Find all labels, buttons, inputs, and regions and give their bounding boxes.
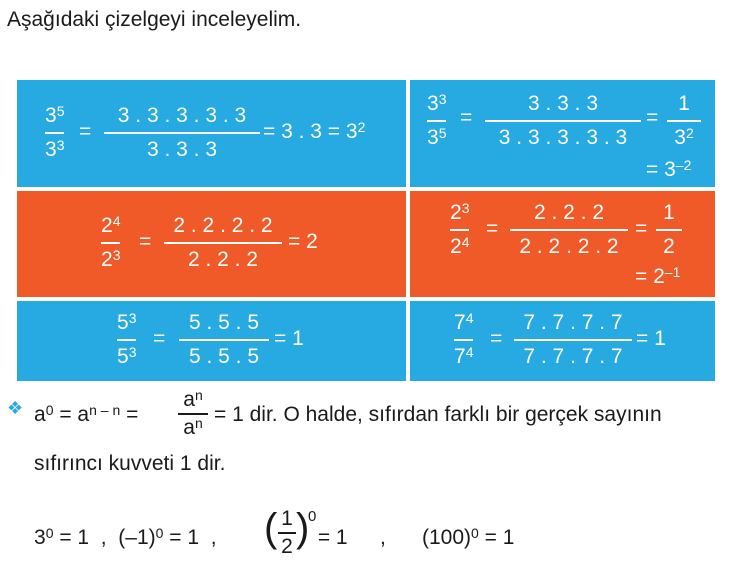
left-paren: ( <box>264 506 278 550</box>
fraction: 2 . 2 . 2 2 . 2 . 2 . 2 <box>510 201 628 259</box>
example-expressions: $3^0 = 1$ , $(-1)^0 = 1$ , <box>34 525 217 549</box>
example-result: = 1 <box>312 526 348 549</box>
rule-text-continued: sıfırıncı kuvveti 1 dir. <box>34 452 226 475</box>
row1-left-cell <box>17 80 406 187</box>
result: = $3^{-2}$ <box>646 157 692 181</box>
rule-expression: $a^0 = a^{n - n}$ = <box>34 402 139 426</box>
result: = 3 . $3 = 3^2$ <box>263 119 366 143</box>
result: = 1 <box>636 327 666 350</box>
row3-left-cell <box>17 301 406 381</box>
row3-right-cell <box>410 301 715 381</box>
equals: = <box>486 217 499 240</box>
result: = 2 <box>288 230 318 253</box>
equals: = <box>635 217 648 240</box>
fraction: $2^4$ $2^3$ <box>101 213 121 271</box>
fraction: 5 . 5 . 5 5 . 5 . 5 <box>179 311 269 369</box>
fraction: $7^4$ $7^4$ <box>454 310 474 368</box>
fraction: $5^3$ $5^3$ <box>117 310 137 368</box>
separator-comma: , <box>380 526 386 549</box>
fraction: 1 $3^2$ <box>667 92 701 150</box>
fraction: 2 . 2 . 2 . 2 2 . 2 . 2 <box>164 214 282 272</box>
example-expression: $(100)^0 = 1$ <box>422 525 515 549</box>
fraction: 7 . 7 . 7 . 7 7 . 7 . 7 . 7 <box>514 311 632 369</box>
fraction: 3 . 3 . 3 . 3 . 3 3 . 3 . 3 <box>104 104 260 162</box>
fraction: $2^3$ $2^4$ <box>450 200 470 258</box>
equals: = <box>153 327 166 350</box>
equals: = <box>460 106 473 129</box>
row2-left-cell <box>17 191 406 297</box>
rule-text: = 1 dir. O halde, sıfırdan farklı bir gerçek sayının <box>214 403 662 426</box>
result: = 1 <box>274 327 304 350</box>
equals: = <box>490 327 503 350</box>
result: = $2^{-1}$ <box>635 264 681 288</box>
exponent-table <box>17 80 715 381</box>
equals: = <box>139 230 152 253</box>
fraction: 3 . 3 . 3 3 . 3 . 3 . 3 . 3 <box>485 92 641 150</box>
row1-right-cell <box>410 80 715 187</box>
row2-right-cell <box>410 191 715 297</box>
equals: = <box>79 120 92 143</box>
fraction: 1 2 <box>656 201 682 259</box>
equals: = <box>646 106 659 129</box>
half-fraction: 1 2 <box>278 508 296 558</box>
fraction: $3^3$ $3^5$ <box>427 91 447 149</box>
fraction: $3^5$ $3^3$ <box>45 103 65 161</box>
exponent: 0 <box>308 508 317 525</box>
right-paren: ) <box>296 506 310 550</box>
heading: Aşağıdaki çizelgeyi inceleyelim. <box>7 8 302 31</box>
fraction: $a^n$ $a^n$ <box>178 389 208 439</box>
diamond-bullet-icon: ❖ <box>7 398 24 418</box>
